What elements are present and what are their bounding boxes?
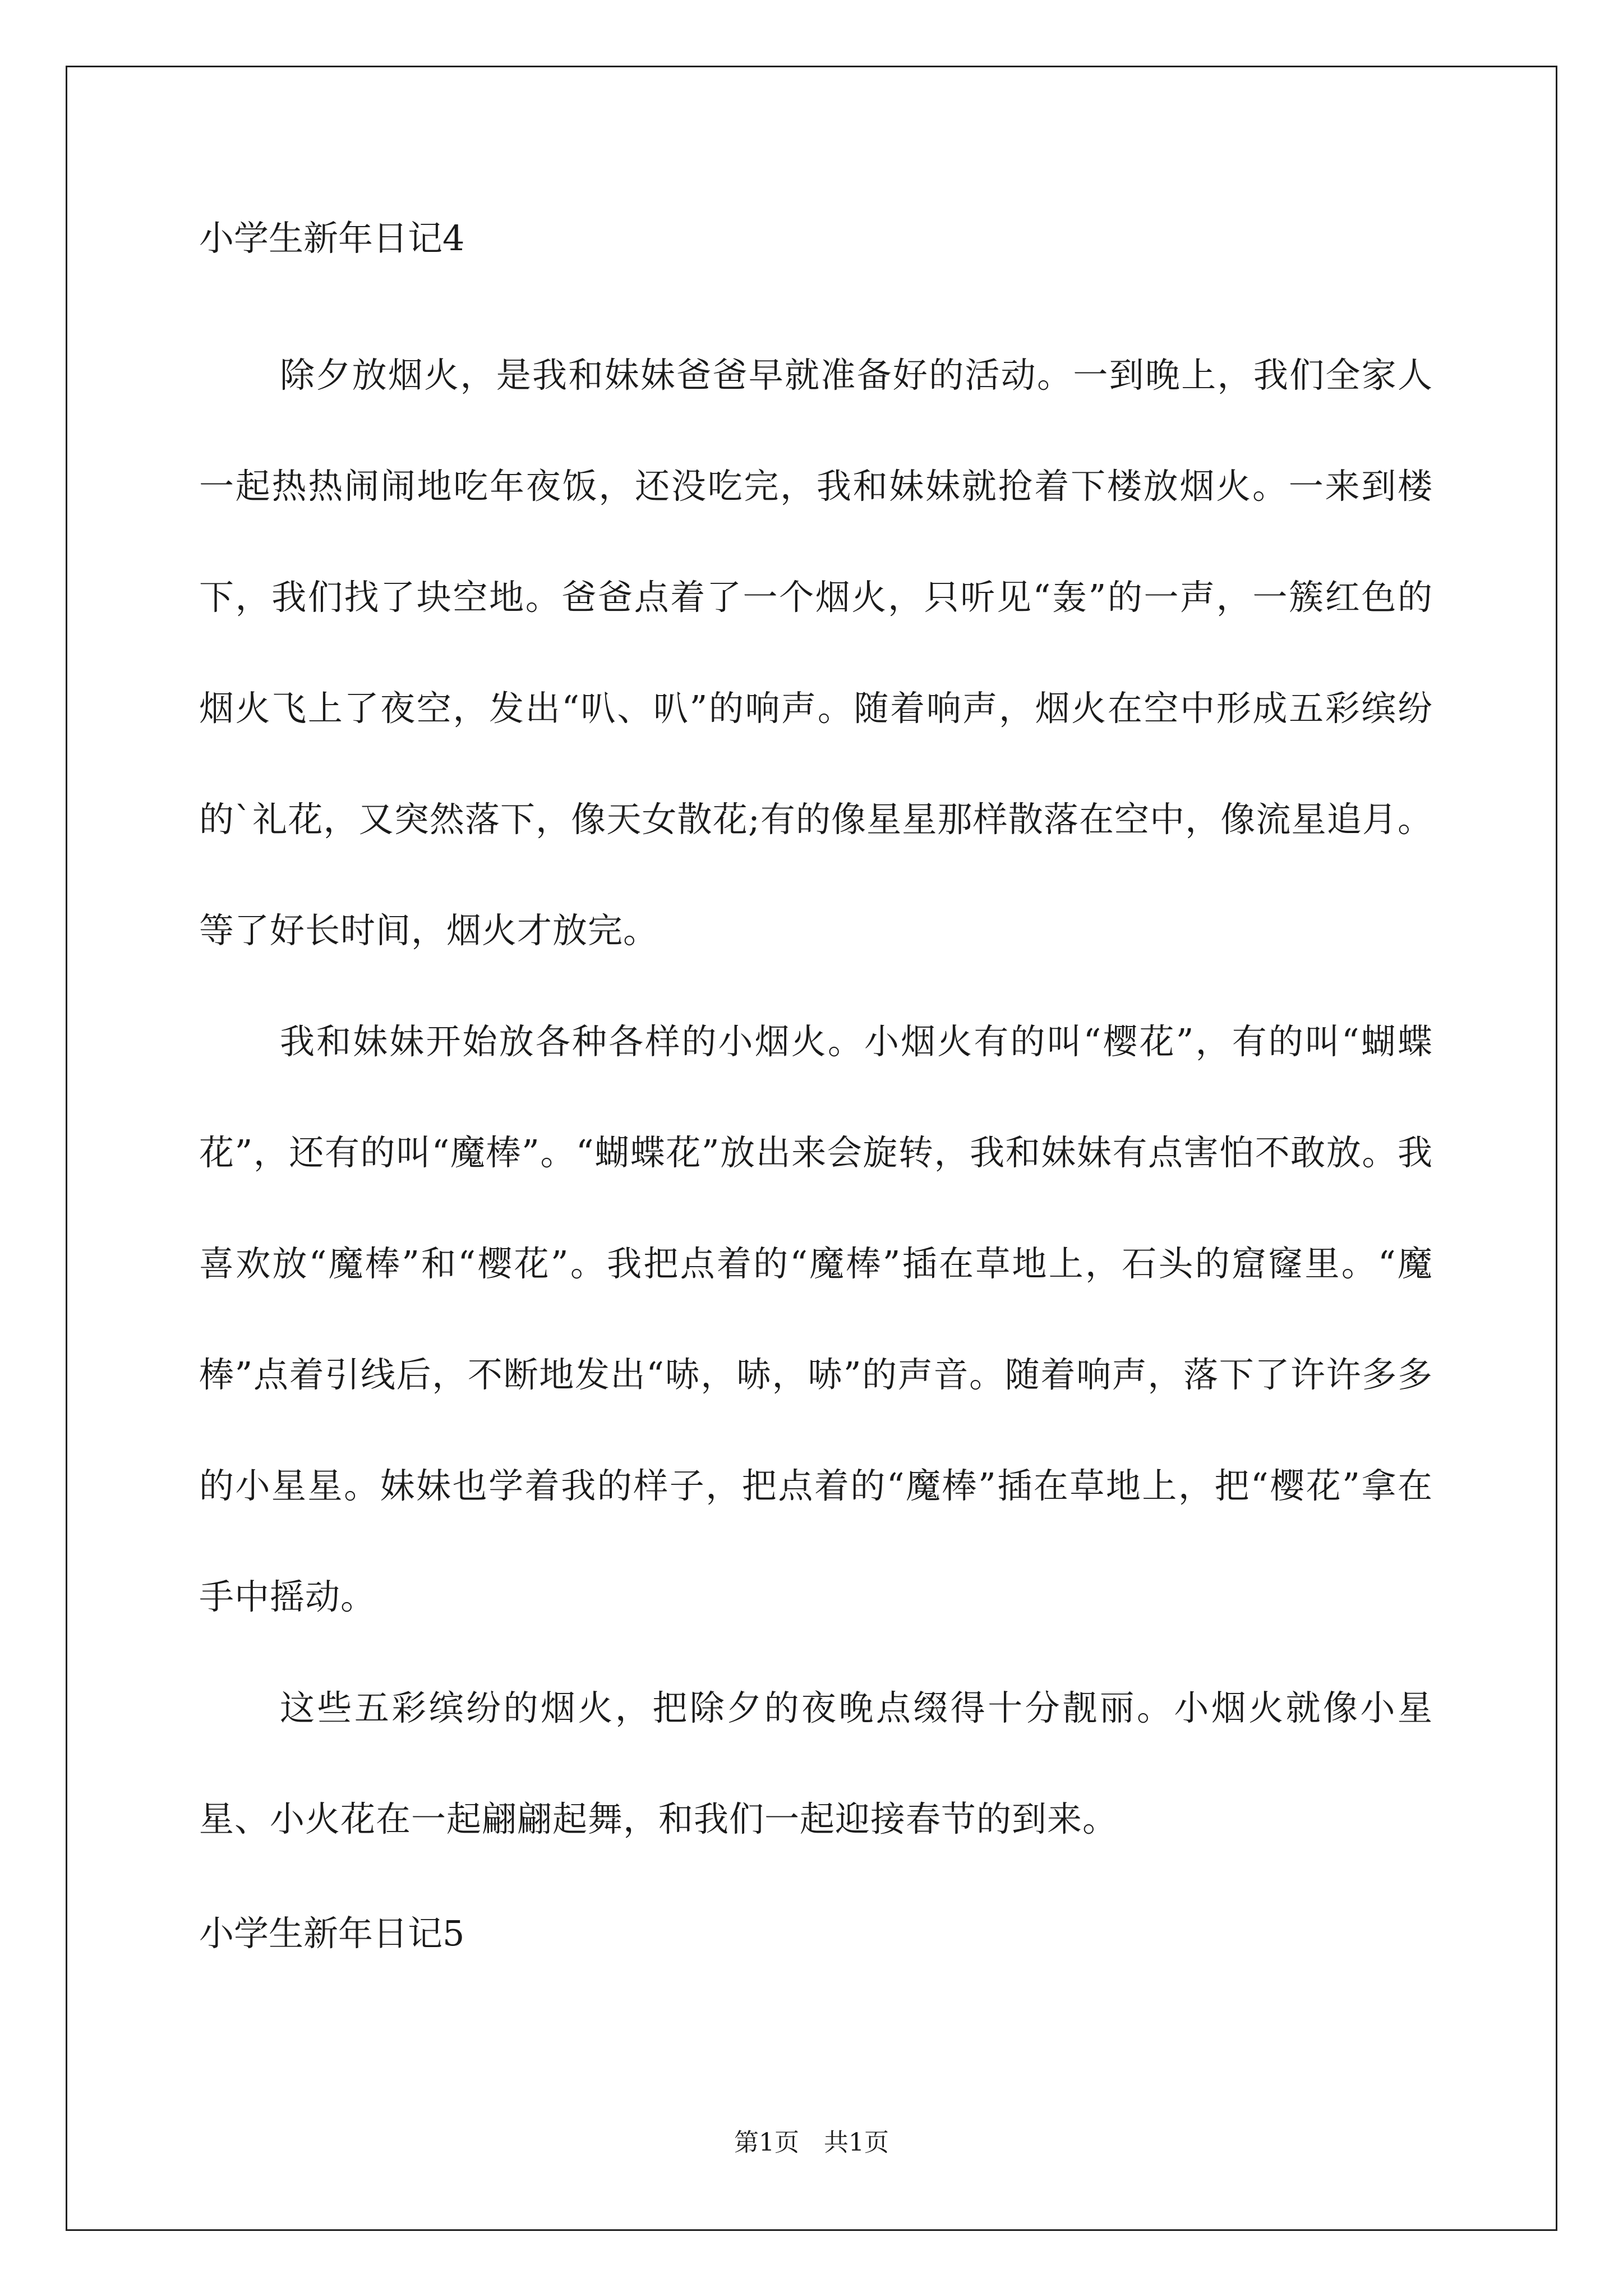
page-number-footer: 第1页 共1页 — [734, 2128, 889, 2157]
document-body — [199, 213, 1433, 1959]
diary-heading-4: 小学生新年日记4 — [199, 218, 465, 259]
paragraph-3: 这些五彩缤纷的烟火，把除夕的夜晚点缀得十分靓丽。小烟火就像小星星、小火花在一起翩翩起舞，和我们一起迎接春节的到来。 — [199, 1687, 1433, 1839]
diary-heading-5: 小学生新年日记5 — [199, 1913, 465, 1954]
paragraph-1: 除夕放烟火，是我和妹妹爸爸早就准备好的活动。一到晚上，我们全家人一起热热闹闹地吃年夜饭，还没吃完，我和妹妹就抢着下楼放烟火。一来到楼下，我们找了块空地。爸爸点着了一个烟火，只听见“轰”的一声，一簇红色的烟火飞上了夜空，发出“叭、叭”的响声。随着响声，烟火在空中形成五彩缤纷的`礼花，又突然落下，像天女散花;有的像星星那样散落在空中，像流星追月。等了好长时间，烟火才放完。 — [199, 355, 1433, 951]
paragraph-2: 我和妹妹开始放各种各样的小烟火。小烟火有的叫“樱花”，有的叫“蝴蝶花”，还有的叫“魔棒”。“蝴蝶花”放出来会旋转，我和妹妹有点害怕不敢放。我喜欢放“魔棒”和“樱花”。我把点着的“魔棒”插在草地上，石头的窟窿里。“魔棒”点着引线后，不断地发出“哧，哧，哧”的声音。随着响声，落下了许许多多的小星星。妹妹也学着我的样子，把点着的“魔棒”插在草地上，把“樱花”拿在手中摇动。 — [199, 1021, 1433, 1617]
